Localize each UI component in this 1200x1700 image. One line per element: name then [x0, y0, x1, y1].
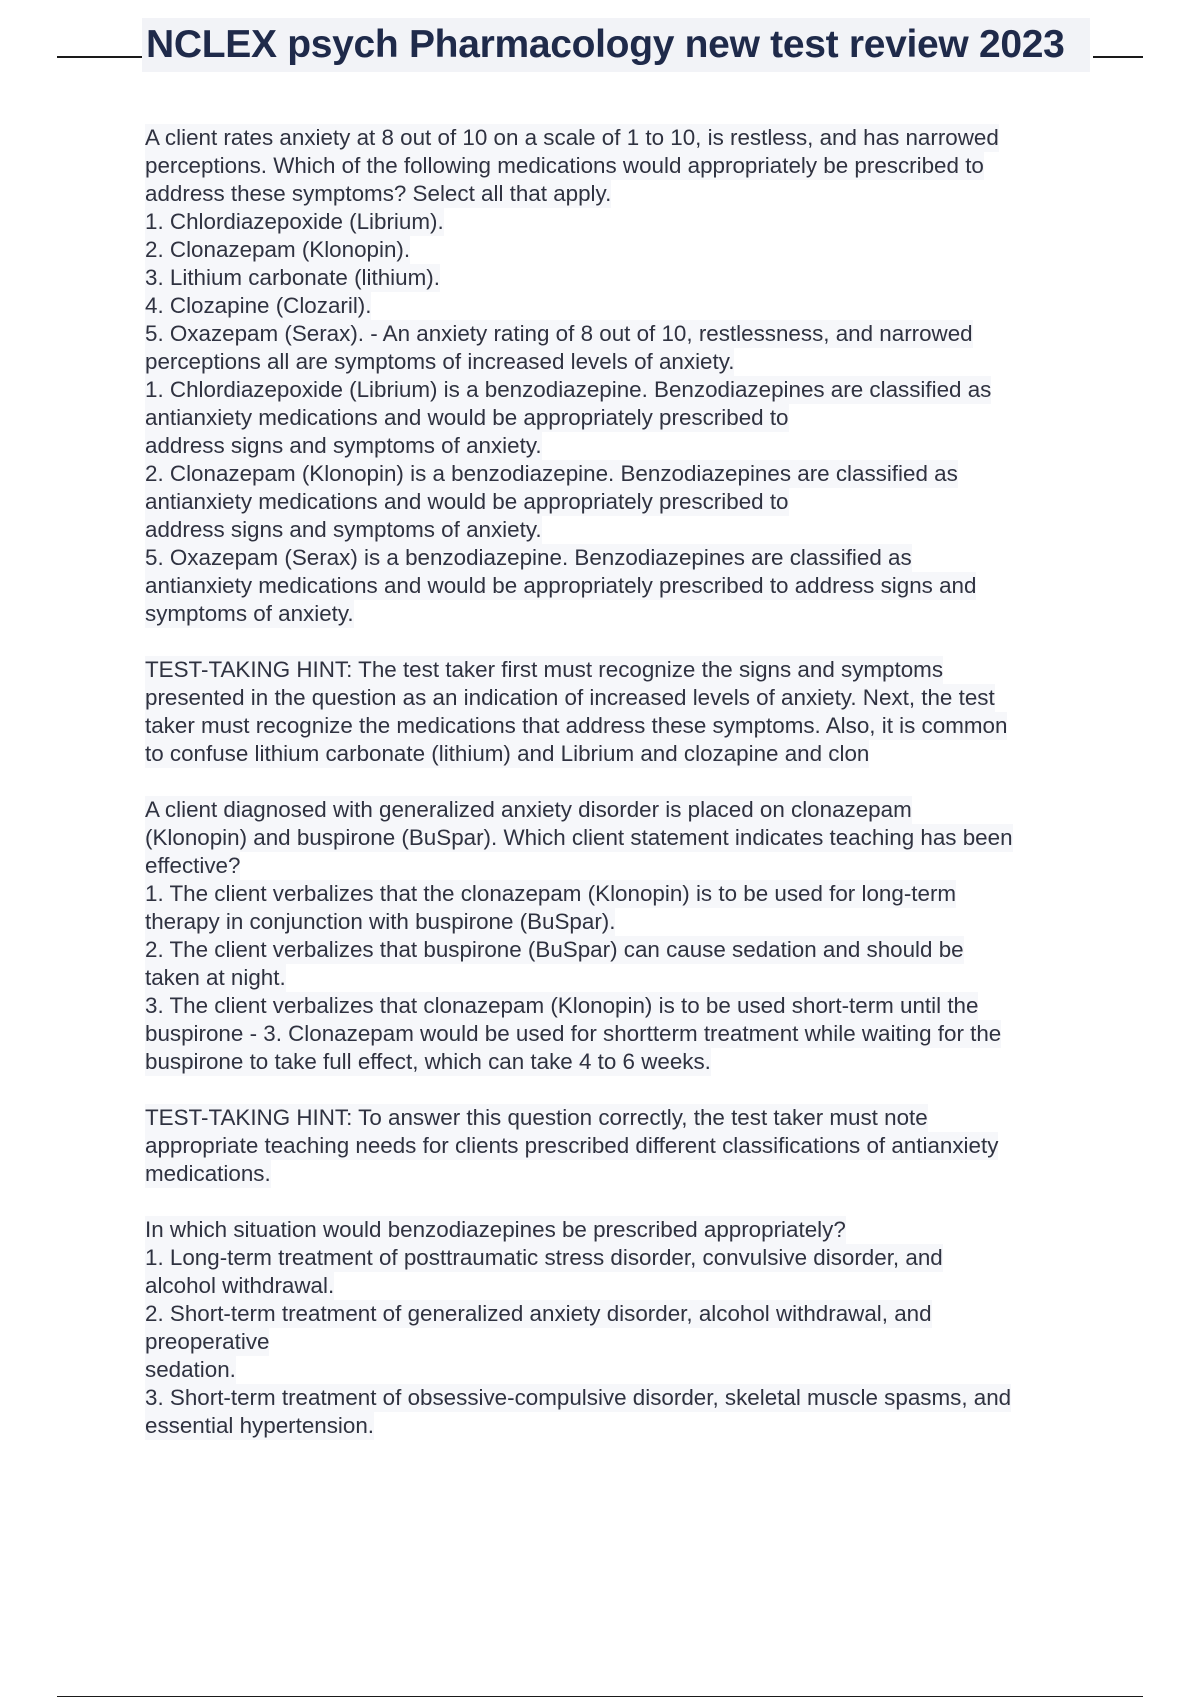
text-line: preoperative: [145, 1329, 270, 1354]
text-line: appropriate teaching needs for clients prescribed different classifications of antianxiety: [145, 1133, 999, 1158]
text-line: address signs and symptoms of anxiety.: [145, 517, 542, 542]
footer-rule: [57, 1696, 1143, 1697]
page-title: NCLEX psych Pharmacology new test review 2023: [146, 23, 1065, 66]
text-line: taker must recognize the medications that address these symptoms. Also, it is common: [145, 713, 1008, 738]
paragraph-gap: [145, 1076, 1095, 1104]
paragraph-gap: [145, 768, 1095, 796]
text-line: antianxiety medications and would be appropriately prescribed to address signs and: [145, 573, 977, 598]
text-line: 5. Oxazepam (Serax). - An anxiety rating of 8 out of 10, restlessness, and narrowed: [145, 321, 973, 346]
text-line: 4. Clozapine (Clozaril).: [145, 293, 372, 318]
text-line: 2. Clonazepam (Klonopin) is a benzodiazepine. Benzodiazepines are classified as: [145, 461, 958, 486]
text-line: TEST-TAKING HINT: The test taker first must recognize the signs and symptoms: [145, 657, 944, 682]
text-line: 5. Oxazepam (Serax) is a benzodiazepine. Benzodiazepines are classified as: [145, 545, 912, 570]
text-line: antianxiety medications and would be appropriately prescribed to: [145, 489, 789, 514]
text-line: 3. Lithium carbonate (lithium).: [145, 265, 440, 290]
text-line: A client rates anxiety at 8 out of 10 on a scale of 1 to 10, is restless, and has narrowed: [145, 125, 999, 150]
text-line: buspirone to take full effect, which can take 4 to 6 weeks.: [145, 1049, 711, 1074]
document-body: [145, 124, 1095, 1440]
text-line: address these symptoms? Select all that apply.: [145, 181, 612, 206]
text-line: symptoms of anxiety.: [145, 601, 354, 626]
text-line: buspirone - 3. Clonazepam would be used for shortterm treatment while waiting for the: [145, 1021, 1002, 1046]
text-line: 2. Clonazepam (Klonopin).: [145, 237, 411, 262]
text-line: to confuse lithium carbonate (lithium) and Librium and clozapine and clon: [145, 741, 870, 766]
text-line: A client diagnosed with generalized anxiety disorder is placed on clonazepam: [145, 797, 912, 822]
text-line: 1. Chlordiazepoxide (Librium).: [145, 209, 444, 234]
text-line: essential hypertension.: [145, 1413, 375, 1438]
text-line: perceptions. Which of the following medications would appropriately be prescribed to: [145, 153, 984, 178]
text-line: perceptions all are symptoms of increased levels of anxiety.: [145, 349, 735, 374]
text-line: therapy in conjunction with buspirone (BuSpar).: [145, 909, 616, 934]
text-line: 1. The client verbalizes that the clonazepam (Klonopin) is to be used for long-term: [145, 881, 957, 906]
text-line: medications.: [145, 1161, 271, 1186]
paragraph-gap: [145, 628, 1095, 656]
text-line: 3. Short-term treatment of obsessive-compulsive disorder, skeletal muscle spasms, and: [145, 1385, 1012, 1410]
text-line: 2. Short-term treatment of generalized anxiety disorder, alcohol withdrawal, and: [145, 1301, 932, 1326]
text-line: alcohol withdrawal.: [145, 1273, 335, 1298]
text-line: effective?: [145, 853, 241, 878]
text-line: 2. The client verbalizes that buspirone (BuSpar) can cause sedation and should be: [145, 937, 964, 962]
text-line: TEST-TAKING HINT: To answer this question correctly, the test taker must note: [145, 1105, 928, 1130]
text-line: In which situation would benzodiazepines be prescribed appropriately?: [145, 1217, 846, 1242]
header-rule-left: [57, 56, 145, 58]
text-line: (Klonopin) and buspirone (BuSpar). Which client statement indicates teaching has been: [145, 825, 1013, 850]
text-line: taken at night.: [145, 965, 286, 990]
text-line: presented in the question as an indication of increased levels of anxiety. Next, the test: [145, 685, 995, 710]
text-line: 1. Chlordiazepoxide (Librium) is a benzodiazepine. Benzodiazepines are classified as: [145, 377, 992, 402]
text-line: 3. The client verbalizes that clonazepam (Klonopin) is to be used short-term until the: [145, 993, 979, 1018]
text-line: antianxiety medications and would be appropriately prescribed to: [145, 405, 789, 430]
text-line: address signs and symptoms of anxiety.: [145, 433, 542, 458]
text-line: 1. Long-term treatment of posttraumatic stress disorder, convulsive disorder, and: [145, 1245, 943, 1270]
paragraph-gap: [145, 1188, 1095, 1216]
text-line: sedation.: [145, 1357, 236, 1382]
header-rule-right: [1093, 56, 1143, 58]
